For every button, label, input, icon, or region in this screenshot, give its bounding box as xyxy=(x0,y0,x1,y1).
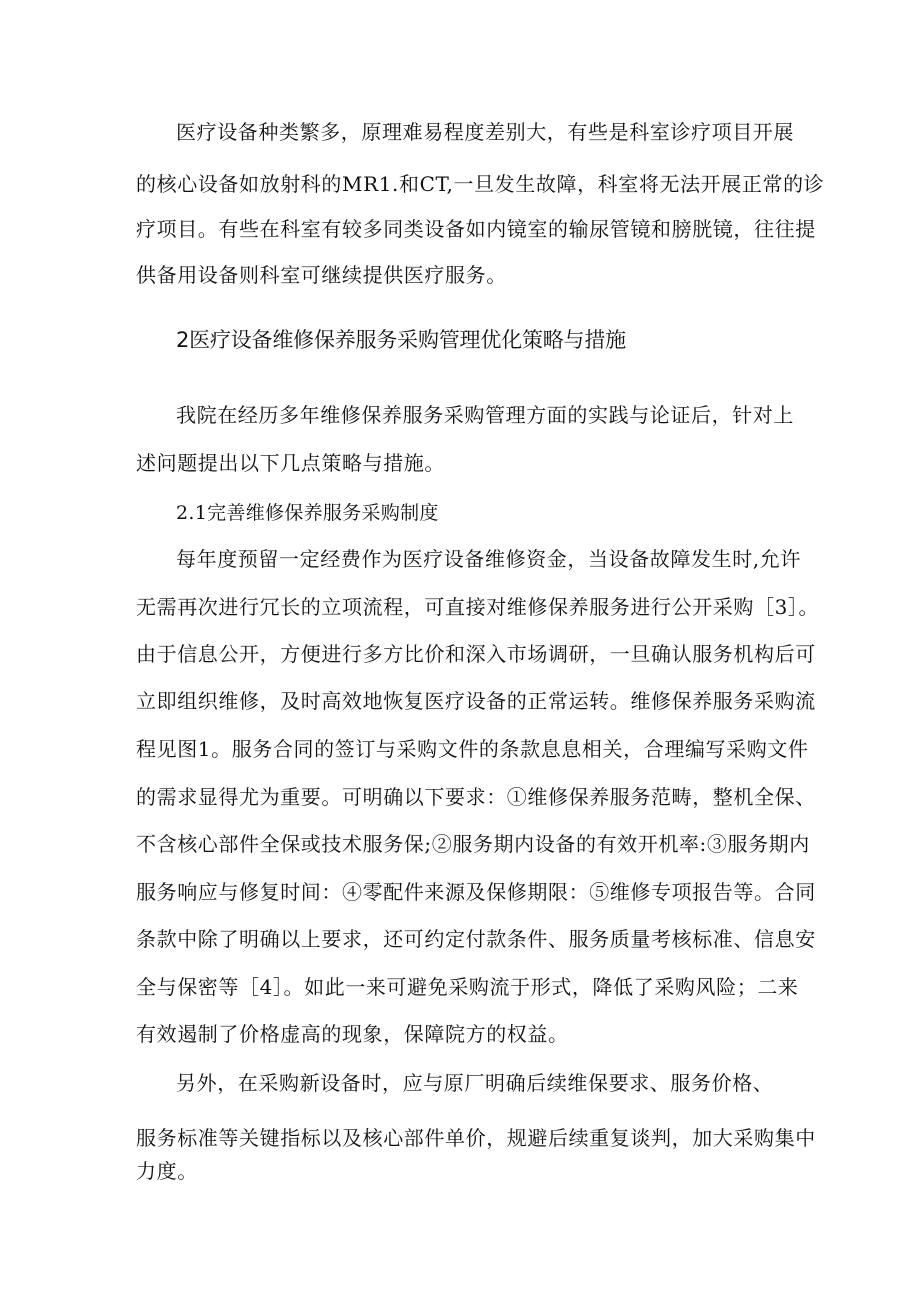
paragraph-3-line-6: 的需求显得尤为重要。可明确以下要求：①维修保养服务范畴，整机全保、 xyxy=(136,785,816,809)
paragraph-1-line-3: 疗项目。有些在科室有较多同类设备如内镜室的输尿管镜和膀胱镜，往往提 xyxy=(136,217,816,241)
paragraph-4-line-3: 力度。 xyxy=(136,1159,198,1183)
paragraph-3-line-9: 条款中除了明确以上要求，还可约定付款条件、服务质量考核标准、信息安 xyxy=(136,927,816,951)
paragraph-1-line-2: 的核心设备如放射科的MR1.和CT,一旦发生故障，科室将无法开展正常的诊 xyxy=(136,172,825,196)
paragraph-3-line-2: 无需再次进行冗长的立项流程，可直接对维修保养服务进行公开采购［3］。 xyxy=(136,595,820,619)
paragraph-1-line-4: 供备用设备则科室可继续提供医疗服务。 xyxy=(136,263,507,287)
paragraph-3-line-11: 有效遏制了价格虚高的现象，保障院方的权益。 xyxy=(136,1022,569,1046)
paragraph-4-line-2: 服务标准等关键指标以及核心部件单价，规避后续重复谈判，加大采购集中 xyxy=(136,1126,816,1150)
paragraph-4-line-1: 另外，在采购新设备时，应与原厂明确后续维保要求、服务价格、 xyxy=(176,1071,774,1095)
paragraph-2-line-1: 我院在经历多年维修保养服务采购管理方面的实践与论证后，针对上 xyxy=(176,403,794,427)
paragraph-3-line-3: 由于信息公开，方便进行多方比价和深入市场调研，一旦确认服务机构后可 xyxy=(136,642,816,666)
paragraph-3-line-7: 不含核心部件全保或技术服务保;②服务期内设备的有效开机率:③服务期内 xyxy=(136,832,810,856)
paragraph-2-line-2: 述问题提出以下几点策略与措施。 xyxy=(136,451,445,475)
paragraph-3-line-1: 每年度预留一定经费作为医疗设备维修资金，当设备故障发生时,允许 xyxy=(176,547,801,571)
paragraph-1-line-1: 医疗设备种类繁多，原理难易程度差别大，有些是科室诊疗项目开展 xyxy=(176,120,794,144)
section-heading-2-1: 2.1完善维修保养服务采购制度 xyxy=(176,502,439,524)
paragraph-3-line-10: 全与保密等［4］。如此一来可避免采购流于形式，降低了采购风险；二来 xyxy=(136,975,799,999)
section-heading-2: 2医疗设备维修保养服务采购管理优化策略与措施 xyxy=(176,328,626,352)
paragraph-3-line-5: 程见图1。服务合同的签订与采购文件的条款息息相关，合理编写采购文件 xyxy=(136,737,809,761)
paragraph-3-line-4: 立即组织维修，及时高效地恢复医疗设备的正常运转。维修保养服务采购流 xyxy=(136,689,816,713)
paragraph-3-line-8: 服务响应与修复时间：④零配件来源及保修期限：⑤维修专项报告等。合同 xyxy=(136,880,816,904)
